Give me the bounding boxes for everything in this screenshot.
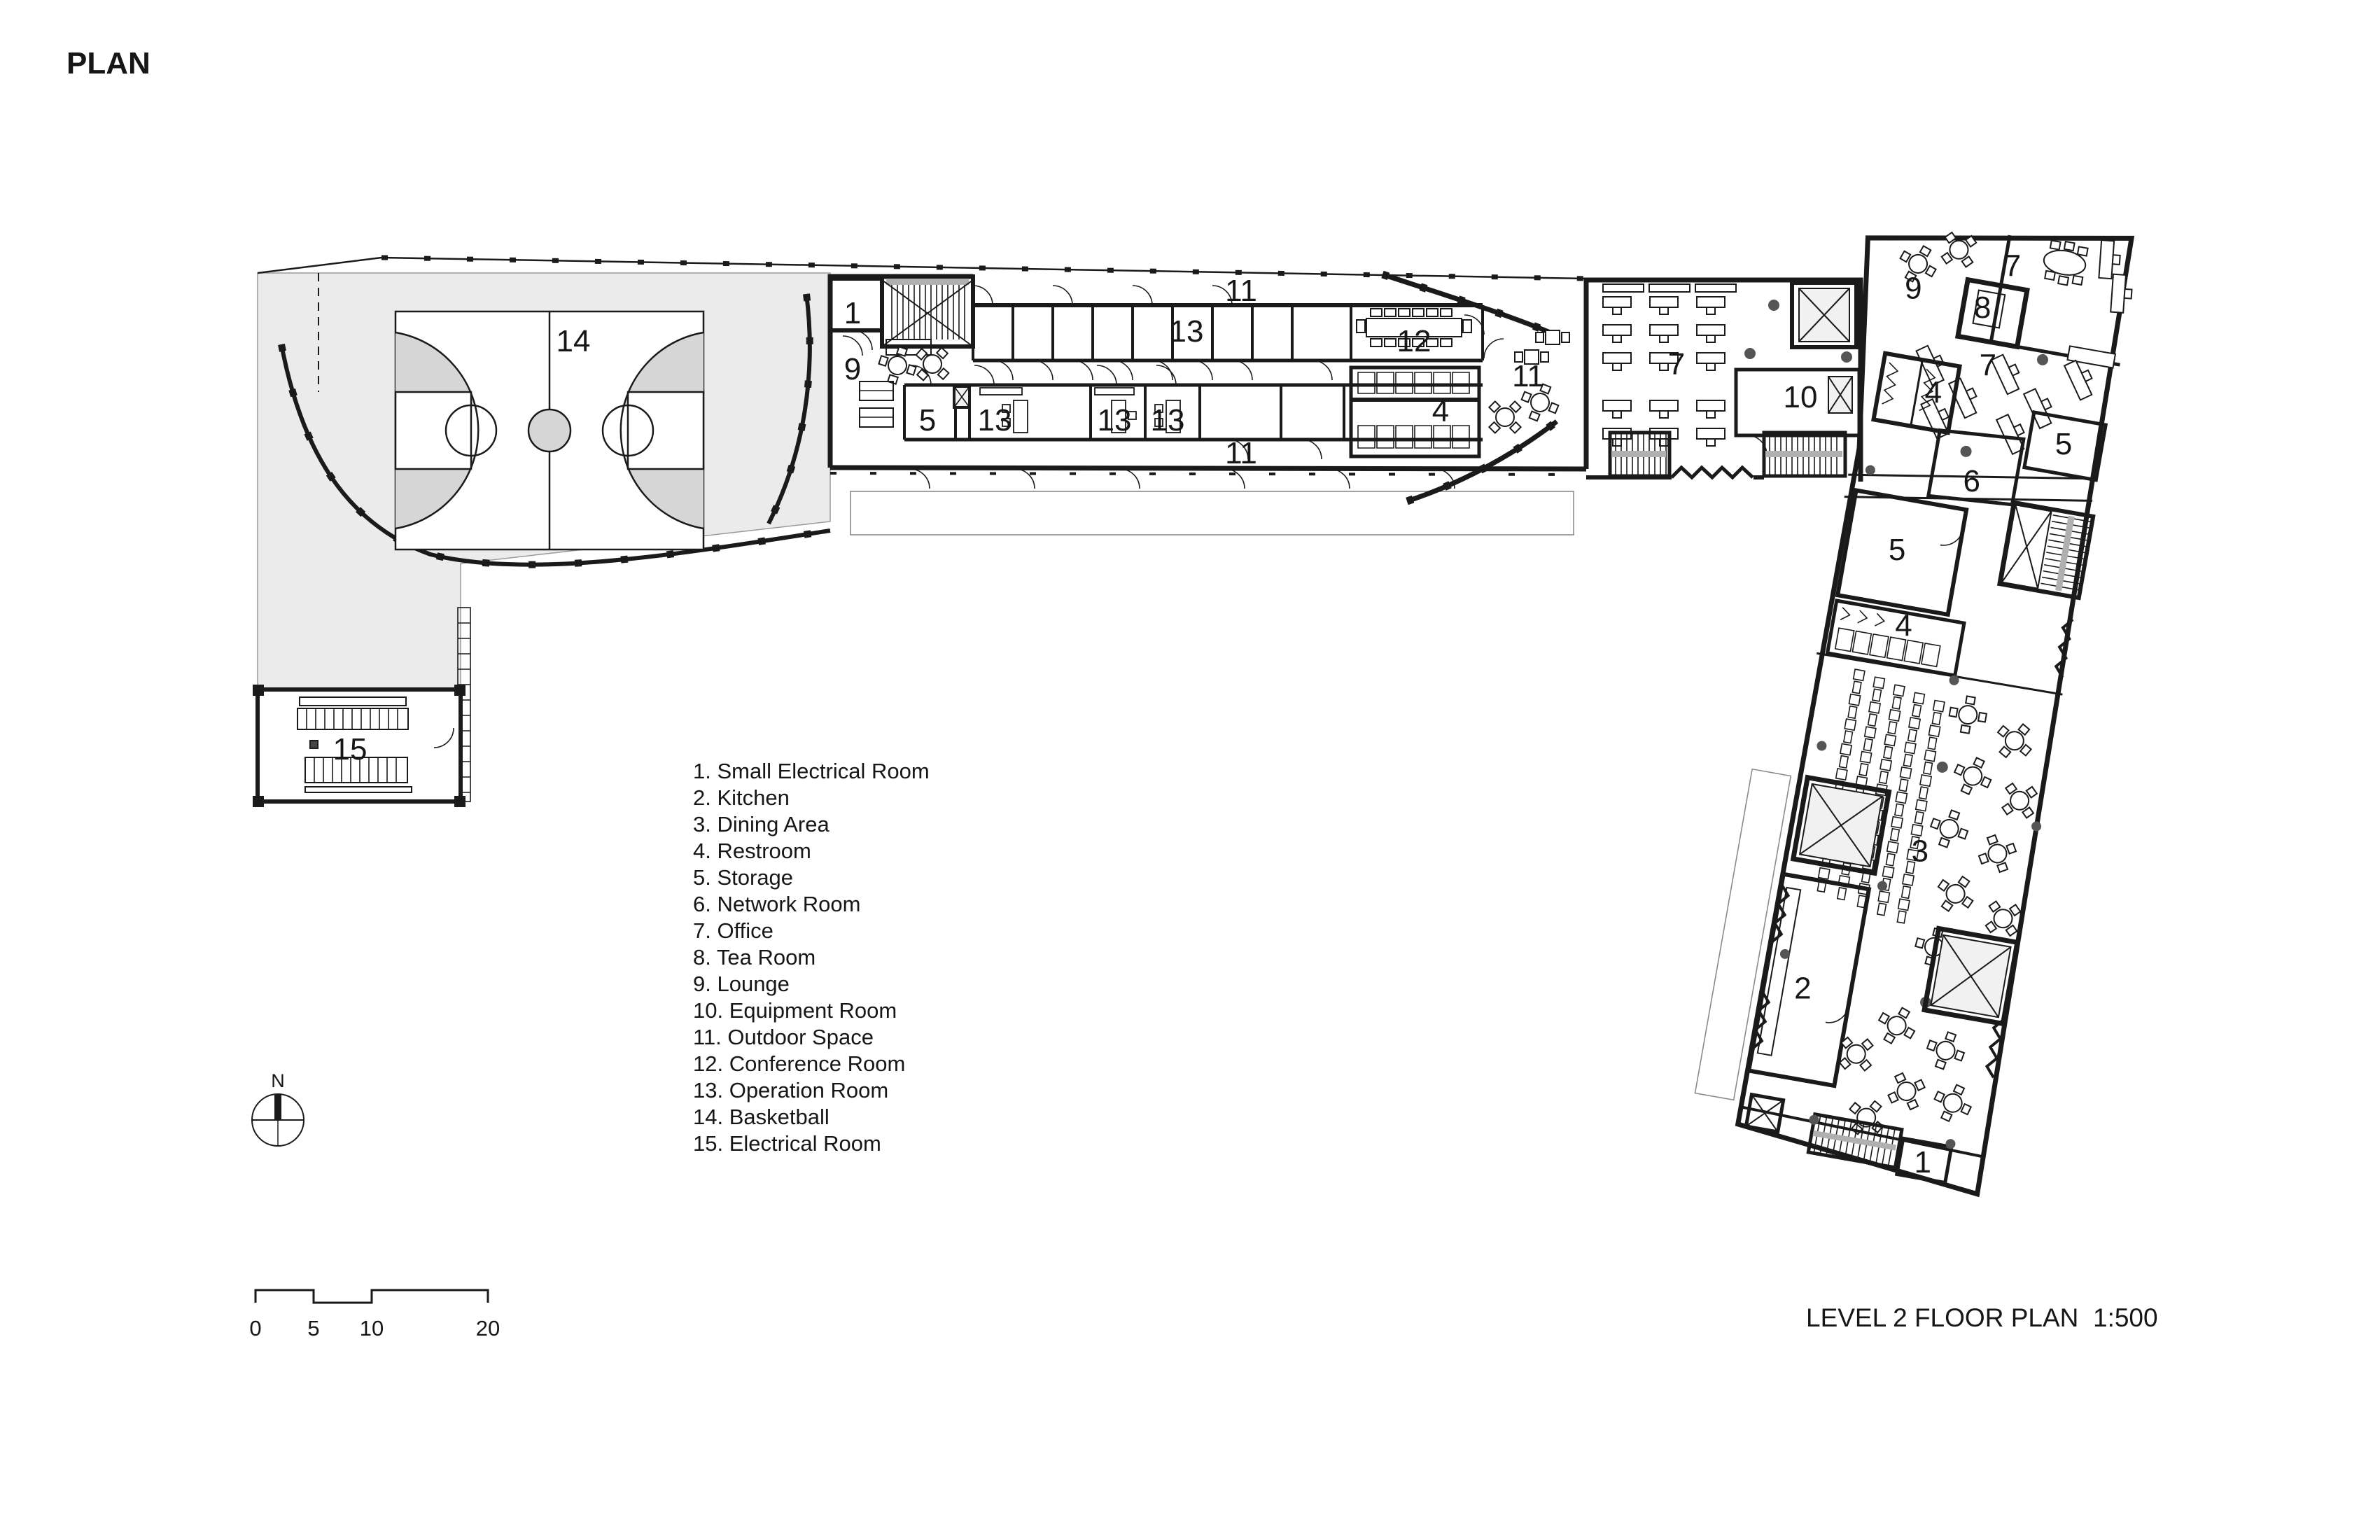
label-lounge-w: 9	[844, 352, 862, 386]
label-storage-d-big: 5	[1888, 533, 1906, 568]
label-office-d-mid: 7	[1979, 348, 1997, 383]
drawing-title: LEVEL 2 FLOOR PLAN	[1806, 1303, 2079, 1332]
legend-item-8: 8. Tea Room	[693, 945, 816, 969]
wing-outer-bottom	[830, 468, 1586, 469]
label-outdoor-top: 11	[1225, 274, 1257, 308]
north-label: N	[271, 1070, 285, 1091]
footer-title	[1806, 1303, 2158, 1332]
court-center-circle	[528, 410, 570, 451]
north-arrow	[252, 1070, 304, 1146]
folding-wall	[1672, 468, 1753, 477]
legend-item-13: 13. Operation Room	[693, 1078, 889, 1102]
scale-0: 0	[249, 1316, 262, 1340]
legend	[693, 759, 930, 1156]
office-block	[1586, 280, 1861, 482]
label-outdoor-bottom: 11	[1225, 436, 1257, 470]
label-storage-d-small: 5	[2054, 427, 2073, 462]
label-dining: 3	[1911, 834, 1929, 869]
label-operation-1: 13	[977, 403, 1012, 438]
legend-item-10: 10. Equipment Room	[693, 998, 897, 1023]
label-equipment-room: 10	[1783, 380, 1818, 414]
label-restroom-d-b: 4	[1895, 608, 1912, 643]
legend-item-3: 3. Dining Area	[693, 812, 830, 836]
oval-conference-table	[2040, 239, 2090, 288]
legend-item-9: 9. Lounge	[693, 972, 790, 996]
legend-item-11: 11. Outdoor Space	[693, 1025, 874, 1049]
canopy-outline	[850, 491, 1574, 535]
drawing-scale: 1:500	[2093, 1303, 2158, 1332]
label-storage-w: 5	[918, 403, 937, 438]
legend-item-2: 2. Kitchen	[693, 785, 790, 810]
legend-item-5: 5. Storage	[693, 865, 794, 890]
label-operation-3: 13	[1150, 403, 1185, 438]
diag-elevator-b	[1924, 928, 2017, 1023]
label-office-d-top: 7	[2003, 248, 2022, 284]
stairwell-west	[882, 276, 973, 355]
legend-item-1: 1. Small Electrical Room	[693, 759, 930, 783]
label-restroom-mid: 4	[1432, 394, 1450, 428]
label-tea-room: 8	[1973, 290, 1991, 326]
label-lounge-d: 9	[1905, 271, 1922, 306]
site-boundary-topleft	[258, 258, 382, 273]
basketball-court	[396, 312, 704, 550]
diag-canopy	[1695, 769, 1791, 1100]
label-office-block: 7	[1667, 347, 1686, 382]
label-small-electrical-d: 1	[1914, 1144, 1932, 1180]
legend-item-4: 4. Restroom	[693, 839, 811, 863]
legend-item-14: 14. Basketball	[693, 1105, 830, 1129]
legend-item-12: 12. Conference Room	[693, 1051, 906, 1076]
wing-diagonal	[1686, 190, 2148, 1195]
label-kitchen: 2	[1794, 971, 1812, 1006]
office-stairs-east	[1764, 433, 1845, 476]
label-small-electrical-w: 1	[844, 296, 862, 330]
legend-item-15: 15. Electrical Room	[693, 1131, 881, 1156]
label-network: 6	[1963, 464, 1980, 499]
diag-elevator-a	[1793, 778, 1889, 874]
label-conference: 12	[1396, 324, 1432, 358]
legend-item-6: 6. Network Room	[693, 892, 861, 916]
page-title: PLAN	[66, 46, 150, 80]
scale-5: 5	[307, 1316, 320, 1340]
label-operation-2: 13	[1097, 403, 1132, 438]
label-restroom-d-a: 4	[1924, 375, 1942, 410]
walkway-doors	[910, 469, 1455, 489]
scale-10: 10	[359, 1316, 384, 1340]
label-operation-4: 13	[1169, 314, 1204, 349]
wing-horizontal	[830, 274, 1586, 535]
label-outdoor-center: 11	[1512, 359, 1544, 393]
scale-20: 20	[475, 1316, 500, 1340]
label-basketball: 14	[556, 324, 591, 358]
label-electrical-room: 15	[332, 732, 368, 766]
scale-bar	[249, 1290, 500, 1340]
diag-restroom-a	[1873, 354, 1959, 433]
restroom-mid	[1351, 368, 1479, 456]
legend-item-7: 7. Office	[693, 918, 774, 943]
